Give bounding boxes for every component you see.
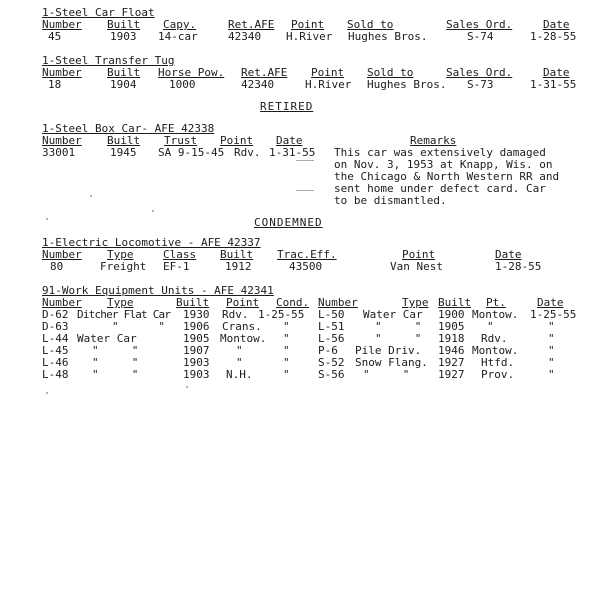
box-car-built: 1945 <box>110 146 137 159</box>
we-right-built: 1946 <box>438 344 465 357</box>
car-float-header-built: Built <box>107 18 141 31</box>
we-right-pt: Htfd. <box>481 356 515 369</box>
we-left-point: N.H. <box>226 368 253 381</box>
we-left-cond: " <box>283 332 290 345</box>
we-left-point: Rdv. <box>222 308 249 321</box>
locomotive-header-number: Number <box>42 248 82 261</box>
we-right-number: S-52 <box>318 356 345 369</box>
we-right-pt: Prov. <box>481 368 515 381</box>
we-left-built: 1930 <box>183 308 210 321</box>
we-left-type: " " <box>92 356 139 369</box>
car-float-header-capy: Capy. <box>163 18 197 31</box>
we-left-type: Ditcher Flat Car <box>77 308 171 321</box>
car-float-sales-ord: S-74 <box>467 30 494 43</box>
tug-header-horse-pow: Horse Pow. <box>158 66 225 79</box>
we-right-type: Water Car <box>363 308 423 321</box>
we-right-date: " <box>548 320 555 333</box>
retired-heading: RETIRED <box>260 100 314 113</box>
locomotive-header-date: Date <box>495 248 522 261</box>
car-float-capy: 14-car <box>158 30 198 43</box>
box-car-title: 1-Steel Box Car- AFE 42338 <box>42 122 215 135</box>
we-right-pt: Rdv. <box>481 332 508 345</box>
we-right-number: P-6 <box>318 344 338 357</box>
car-float-header-sales-ord: Sales Ord. <box>446 18 513 31</box>
tug-header-number: Number <box>42 66 82 79</box>
we-left-number: L-48 <box>42 368 69 381</box>
car-float-sold-to: Hughes Bros. <box>348 30 428 43</box>
tug-header-date: Date <box>543 66 570 79</box>
we-left-built: 1903 <box>183 356 210 369</box>
scan-dash <box>296 190 314 191</box>
condemned-heading: CONDEMNED <box>254 216 323 229</box>
we-left-built: 1907 <box>183 344 210 357</box>
we-left-point: " <box>236 344 243 357</box>
we-left-cond: " <box>283 356 290 369</box>
box-car-remarks-line-1: This car was extensively damaged <box>334 146 546 159</box>
locomotive-type: Freight <box>100 260 147 273</box>
box-car-remarks-line-3: the Chicago & North Western RR and <box>334 170 560 183</box>
car-float-point: H.River <box>286 30 333 43</box>
we-left-number: L-44 <box>42 332 69 345</box>
we-right-built: 1900 <box>438 308 465 321</box>
tug-header-point: Point <box>311 66 345 79</box>
locomotive-class: EF-1 <box>163 260 190 273</box>
car-float-header-date: Date <box>543 18 570 31</box>
locomotive-header-built: Built <box>220 248 254 261</box>
we-left-type: " " <box>92 344 139 357</box>
box-car-header-number: Number <box>42 134 82 147</box>
we-right-header-date: Date <box>537 296 564 309</box>
we-right-type: " " <box>363 368 410 381</box>
we-left-header-type: Type <box>107 296 134 309</box>
box-car-header-date: Date <box>276 134 303 147</box>
we-right-type: Pile Driv. <box>355 344 422 357</box>
tug-header-sold-to: Sold to <box>367 66 414 79</box>
we-left-point: Crans. <box>222 320 262 333</box>
scan-dash <box>296 160 314 161</box>
car-float-title: 1-Steel Car Float <box>42 6 155 19</box>
locomotive-date: 1-28-55 <box>495 260 542 273</box>
we-right-date: " <box>548 332 555 345</box>
locomotive-header-trac-eff: Trac.Eff. <box>277 248 337 261</box>
we-right-date: " <box>548 344 555 357</box>
locomotive-point: Van Nest <box>390 260 443 273</box>
we-right-header-pt: Pt. <box>486 296 506 309</box>
we-left-number: L-46 <box>42 356 69 369</box>
we-right-type: " " <box>375 320 422 333</box>
we-left-built: 1906 <box>183 320 210 333</box>
car-float-header-sold-to: Sold to <box>347 18 394 31</box>
box-car-header-trust: Trust <box>164 134 198 147</box>
tug-number: 18 <box>48 78 62 91</box>
we-left-point: Montow. <box>220 332 267 345</box>
car-float-number: 45 <box>48 30 62 43</box>
box-car-header-point: Point <box>220 134 254 147</box>
we-left-cond: " <box>283 368 290 381</box>
car-float-header-number: Number <box>42 18 82 31</box>
we-right-type: " " <box>375 332 422 345</box>
we-left-type: " " <box>112 320 165 333</box>
scan-speck <box>46 392 48 394</box>
we-right-type: Snow Flang. <box>355 356 428 369</box>
locomotive-header-type: Type <box>107 248 134 261</box>
we-left-cond: " <box>283 344 290 357</box>
we-left-type: Water Car <box>77 332 137 345</box>
box-car-remarks-line-5: to be dismantled. <box>334 194 447 207</box>
box-car-point: Rdv. <box>234 146 261 159</box>
box-car-number: 33001 <box>42 146 76 159</box>
scan-speck <box>186 386 188 388</box>
we-right-number: L-56 <box>318 332 345 345</box>
we-right-built: 1927 <box>438 368 465 381</box>
we-right-number: L-50 <box>318 308 345 321</box>
locomotive-number: 80 <box>50 260 64 273</box>
locomotive-title: 1-Electric Locomotive - AFE 42337 <box>42 236 261 249</box>
box-car-header-built: Built <box>107 134 141 147</box>
tug-horse-pow: 1000 <box>169 78 196 91</box>
scan-speck <box>46 218 48 220</box>
we-left-header-built: Built <box>176 296 210 309</box>
we-right-date: " <box>548 356 555 369</box>
locomotive-built: 1912 <box>225 260 252 273</box>
box-car-remarks-header: Remarks <box>410 134 457 147</box>
car-float-date: 1-28-55 <box>530 30 577 43</box>
tug-built: 1904 <box>110 78 137 91</box>
we-left-built: 1905 <box>183 332 210 345</box>
box-car-date: 1-31-55 <box>269 146 316 159</box>
locomotive-header-point: Point <box>402 248 436 261</box>
we-left-header-point: Point <box>226 296 260 309</box>
we-left-cond: " <box>283 320 290 333</box>
tug-header-built: Built <box>107 66 141 79</box>
we-right-header-number: Number <box>318 296 358 309</box>
we-left-type: " " <box>92 368 139 381</box>
we-left-number: D-63 <box>42 320 69 333</box>
we-right-built: 1927 <box>438 356 465 369</box>
we-right-header-built: Built <box>438 296 472 309</box>
we-right-number: L-51 <box>318 320 345 333</box>
we-right-number: S-56 <box>318 368 345 381</box>
we-right-pt: " <box>487 320 494 333</box>
box-car-remarks-line-2: on Nov. 3, 1953 at Knapp, Wis. on <box>334 158 553 171</box>
we-left-cond: 1-25-55 <box>258 308 305 321</box>
car-float-header-ret-afe: Ret.AFE <box>228 18 275 31</box>
we-right-header-type: Type <box>402 296 429 309</box>
car-float-ret-afe: 42340 <box>228 30 262 43</box>
scan-speck <box>152 210 154 212</box>
we-right-built: 1918 <box>438 332 465 345</box>
tug-ret-afe: 42340 <box>241 78 275 91</box>
scan-speck <box>90 195 92 197</box>
car-float-header-point: Point <box>291 18 325 31</box>
we-right-pt: Montow. <box>472 344 519 357</box>
tug-sold-to: Hughes Bros. <box>367 78 447 91</box>
we-left-built: 1903 <box>183 368 210 381</box>
tug-sales-ord: S-73 <box>467 78 494 91</box>
box-car-remarks-line-4: sent home under defect card. Car <box>334 182 546 195</box>
box-car-trust: SA 9-15-45 <box>158 146 225 159</box>
work-equipment-title: 91-Work Equipment Units - AFE 42341 <box>42 284 274 297</box>
locomotive-header-class: Class <box>163 248 197 261</box>
tug-header-ret-afe: Ret.AFE <box>241 66 288 79</box>
tug-date: 1-31-55 <box>530 78 577 91</box>
car-float-built: 1903 <box>110 30 137 43</box>
we-left-number: D-62 <box>42 308 69 321</box>
we-right-date: " <box>548 368 555 381</box>
we-right-built: 1905 <box>438 320 465 333</box>
tug-header-sales-ord: Sales Ord. <box>446 66 513 79</box>
we-left-header-number: Number <box>42 296 82 309</box>
locomotive-trac-eff: 43500 <box>289 260 323 273</box>
we-right-pt: Montow. <box>472 308 519 321</box>
tug-point: H.River <box>305 78 352 91</box>
we-left-point: " <box>236 356 243 369</box>
we-left-header-cond: Cond. <box>276 296 310 309</box>
we-right-date: 1-25-55 <box>530 308 577 321</box>
we-left-number: L-45 <box>42 344 69 357</box>
tug-title: 1-Steel Transfer Tug <box>42 54 175 67</box>
